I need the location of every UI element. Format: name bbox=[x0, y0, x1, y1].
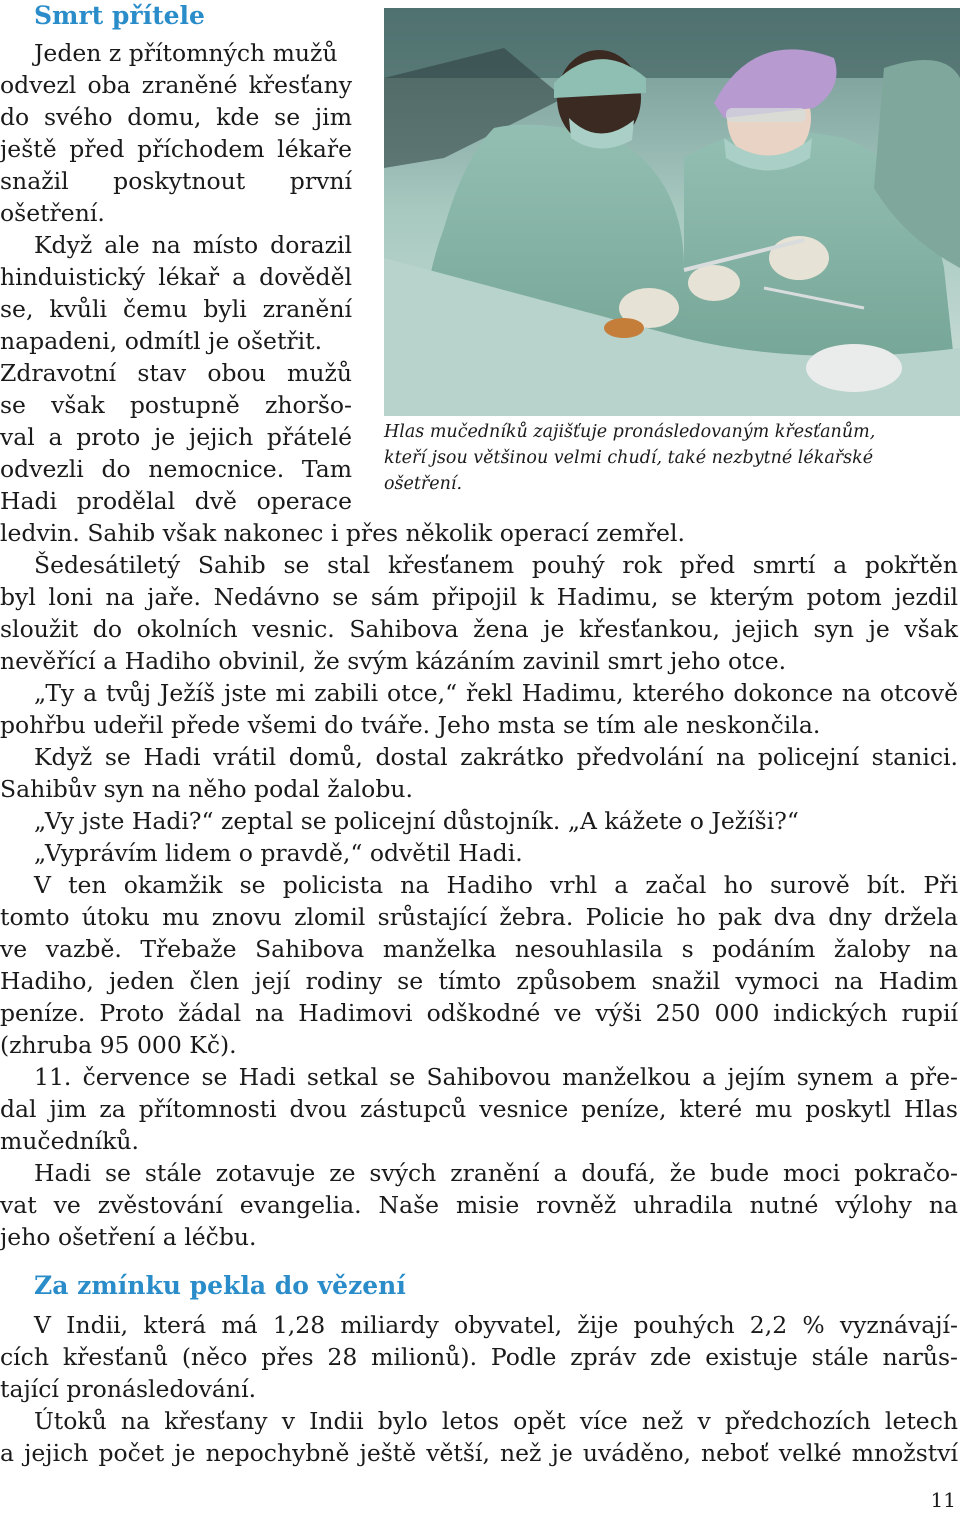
body-line: byl loni na jaře. Nedávno se sám připojil k Hadimu, se kterým potom jezdil bbox=[0, 583, 958, 611]
body-line: pohřbu udeřil přede všemi do tváře. Jeho msta se tím ale neskončila. bbox=[0, 711, 821, 739]
body-line: Sahibův syn na něho podal žalobu. bbox=[0, 775, 413, 803]
column-line: Hadi prodělal dvě operace bbox=[0, 487, 352, 515]
body-line: ledvin. Sahib však nakonec i přes několik operací zemřel. bbox=[0, 519, 685, 547]
column-line: Když ale na místo dorazil bbox=[34, 231, 352, 259]
body-line: vat ve zvěstování evangelia. Naše misie rovněž uhradila nutné výlohy na bbox=[0, 1191, 958, 1219]
body-line: (zhruba 95 000 Kč). bbox=[0, 1031, 237, 1059]
column-line: se, kvůli čemu byli zranění bbox=[0, 295, 352, 323]
page-number: 11 bbox=[930, 1488, 956, 1512]
column-line: ještě před příchodem lékaře bbox=[0, 135, 352, 163]
photo-caption-line: Hlas mučedníků zajišťuje pronásledovaným křesťanům, bbox=[384, 422, 876, 442]
body-line: jeho ošetření a léčbu. bbox=[0, 1223, 257, 1251]
column-line: odvezl oba zraněné křesťany bbox=[0, 71, 352, 99]
body-line: V ten okamžik se policista na Hadiho vrhl a začal ho surově bít. Při bbox=[34, 871, 958, 899]
body-line: mučedníků. bbox=[0, 1127, 140, 1155]
body-line: cích křesťanů (něco přes 28 milionů). Podle zpráv zde existuje stále narůs- bbox=[0, 1343, 958, 1371]
body-line: „Vyprávím lidem o pravdě,“ odvětil Hadi. bbox=[34, 839, 523, 867]
body-line: ve vazbě. Třebaže Sahibova manželka nesouhlasila s podáním žaloby na bbox=[0, 935, 958, 963]
column-line: se však postupně zhoršo- bbox=[0, 391, 352, 419]
section-heading-smrt-pritele: Smrt přítele bbox=[34, 1, 205, 30]
body-line: tomto útoku mu znovu zlomil srůstající žebra. Policie ho pak dva dny držela bbox=[0, 903, 958, 931]
body-line: Útoků na křesťany v Indii bylo letos opět více než v předchozích letech bbox=[34, 1407, 958, 1435]
column-line: ošetření. bbox=[0, 199, 105, 227]
surgery-photo bbox=[384, 8, 960, 416]
column-line: snažil poskytnout první bbox=[0, 167, 352, 195]
body-line: „Ty a tvůj Ježíš jste mi zabili otce,“ řekl Hadimu, kterého dokonce na otcově bbox=[34, 679, 958, 707]
body-line: „Vy jste Hadi?“ zeptal se policejní důstojník. „A kážete o Ježíši?“ bbox=[34, 807, 799, 835]
body-line: peníze. Proto žádal na Hadimovi odškodné ve výši 250 000 indických rupií bbox=[0, 999, 958, 1027]
body-line: a jejich počet je nepochybně ještě větší, než je uváděno, neboť velké množství bbox=[0, 1439, 958, 1467]
column-line: Zdravotní stav obou mužů bbox=[0, 359, 352, 387]
column-line: do svého domu, kde se jim bbox=[0, 103, 352, 131]
photo-caption-line: ošetření. bbox=[384, 474, 463, 494]
column-line: Jeden z přítomných mužů bbox=[34, 39, 338, 67]
body-line: Hadiho, jeden člen její rodiny se tímto způsobem snažil vymoci na Hadim bbox=[0, 967, 958, 995]
photo-caption-line: kteří jsou většinou velmi chudí, také nezbytné lékařské bbox=[384, 448, 874, 468]
column-line: odvezli do nemocnice. Tam bbox=[0, 455, 352, 483]
body-line: Šedesátiletý Sahib se stal křesťanem pouhý rok před smrtí a pokřtěn bbox=[34, 551, 958, 579]
body-line: dal jim za přítomnosti dvou zástupců vesnice peníze, které mu poskytl Hlas bbox=[0, 1095, 958, 1123]
section-heading-za-zminku: Za zmínku pekla do vězení bbox=[34, 1271, 406, 1300]
body-line: nevěřící a Hadiho obvinil, že svým kázáním zavinil smrt jeho otce. bbox=[0, 647, 787, 675]
body-line: sloužit do okolních vesnic. Sahibova žena je křesťankou, jejich syn je však bbox=[0, 615, 958, 643]
body-line: Když se Hadi vrátil domů, dostal zakrátko předvolání na policejní stanici. bbox=[34, 743, 958, 771]
body-line: V Indii, která má 1,28 miliardy obyvatel, žije pouhých 2,2 % vyznávají- bbox=[34, 1311, 958, 1339]
body-line: tající pronásledování. bbox=[0, 1375, 257, 1403]
body-line: Hadi se stále zotavuje ze svých zranění a doufá, že bude moci pokračo- bbox=[34, 1159, 958, 1187]
column-line: napadeni, odmítl je ošetřit. bbox=[0, 327, 323, 355]
column-line: val a proto je jejich přátelé bbox=[0, 423, 352, 451]
column-line: hinduistický lékař a dověděl bbox=[0, 263, 352, 291]
body-line: 11. července se Hadi setkal se Sahibovou manželkou a jejím synem a pře- bbox=[34, 1063, 958, 1091]
